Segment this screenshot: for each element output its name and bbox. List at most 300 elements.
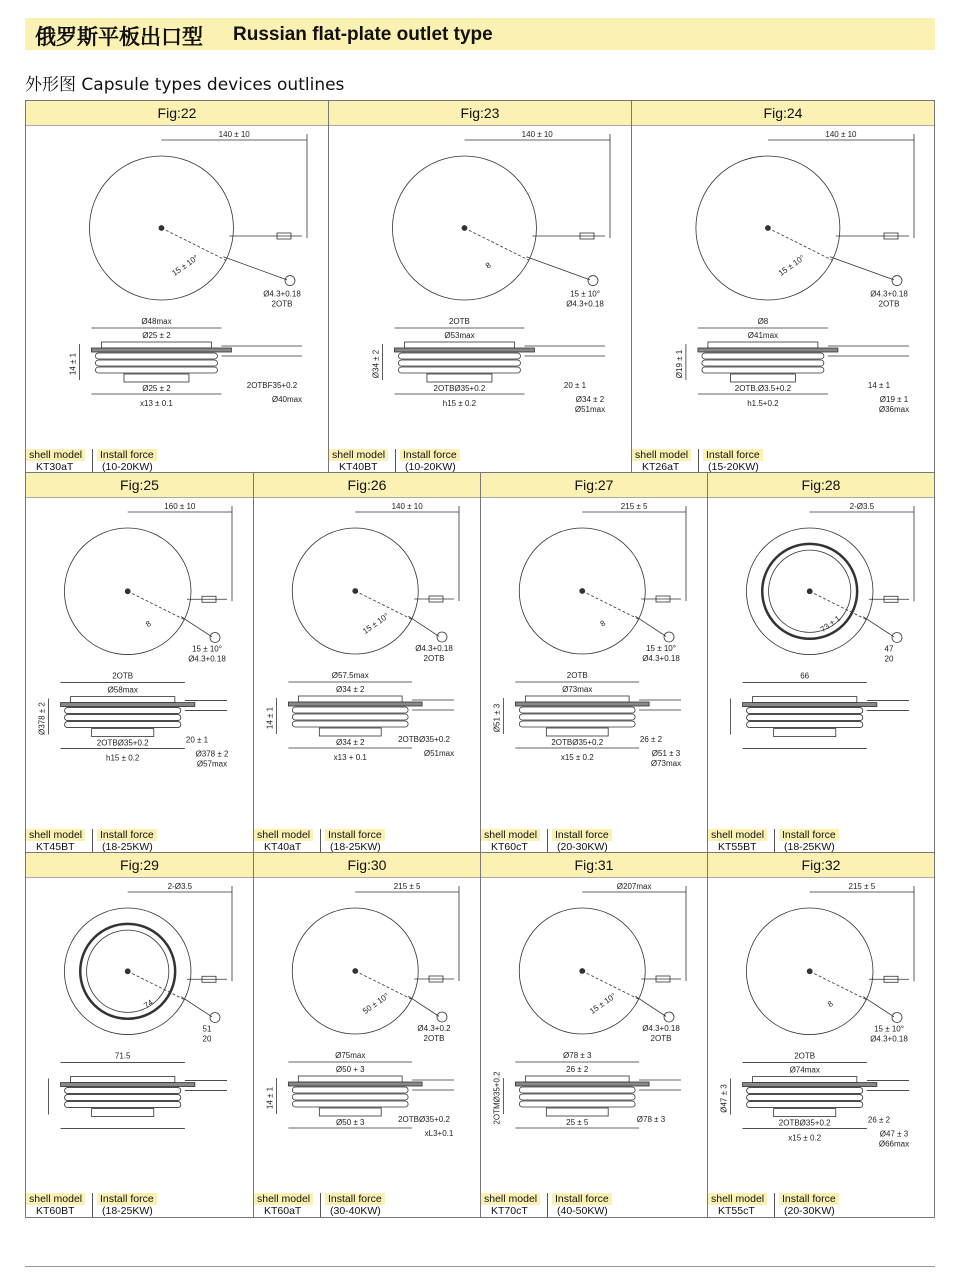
- dimension-label: Ø78 ± 3: [636, 1115, 666, 1124]
- housing-rib: [65, 1102, 181, 1108]
- dimension-label: Ø47 ± 3: [719, 1084, 729, 1113]
- install-force-label: Install force: [400, 449, 460, 461]
- figure-cell: [480, 853, 707, 1217]
- dim-top: 2-Ø3.5: [849, 502, 875, 511]
- shell-model-label: shell model: [26, 1193, 85, 1205]
- dim-top: 215 ± 5: [620, 502, 648, 511]
- dimension-label: Ø8: [757, 317, 769, 326]
- dimension-label: 2OTB: [650, 1033, 672, 1043]
- figure-title: Fig:32: [708, 853, 934, 878]
- shell-model-value: KT60cT: [491, 841, 528, 853]
- dimension-label: 15 ± 10°: [588, 991, 618, 1016]
- dimension-label: 8: [144, 619, 153, 629]
- lead-wire-2: [830, 257, 894, 280]
- dimension-label: Ø51max: [423, 749, 455, 758]
- shell-model-value: KT60aT: [264, 1205, 302, 1217]
- dimension-label: 15 ± 10°: [361, 611, 391, 636]
- footer-separator: [547, 829, 548, 853]
- figure-row: [25, 852, 935, 1218]
- figure-row: [25, 472, 935, 854]
- dimension-label: Ø36max: [878, 405, 910, 414]
- flange-top: [753, 697, 857, 703]
- dimension-label: 2OTBØ35+0.2: [398, 1115, 450, 1124]
- figure-drawing: [329, 126, 630, 446]
- figure-footer: [632, 449, 934, 473]
- flange-top: [525, 1076, 629, 1082]
- dimension-label: 2OTBØ35+0.2: [96, 738, 149, 748]
- dimension-label: 2OTB: [271, 299, 293, 309]
- housing-rib: [519, 714, 635, 720]
- lead-wire-2: [181, 997, 212, 1017]
- base-pole: [774, 729, 836, 737]
- base-pole: [546, 728, 608, 736]
- footer-separator: [320, 829, 321, 853]
- dim-top: 140 ± 10: [391, 502, 423, 511]
- dimension-label: Ø74max: [789, 1065, 820, 1075]
- lead-wire-2: [408, 616, 439, 636]
- dimension-label: 51: [202, 1024, 212, 1034]
- install-force-value: (18-25KW): [102, 1205, 153, 1217]
- footer-separator: [92, 449, 93, 473]
- outline-drawing: [382, 134, 610, 394]
- housing-rib: [519, 1094, 635, 1100]
- housing-rib: [398, 360, 520, 366]
- shell-model-value: KT55BT: [718, 841, 757, 853]
- install-force-value: (18-25KW): [330, 841, 381, 853]
- shell-model-value: KT70cT: [491, 1205, 528, 1217]
- dim-top: 160 ± 10: [164, 502, 196, 511]
- shell-model-value: KT60BT: [36, 1205, 75, 1217]
- housing-rib: [65, 722, 181, 728]
- dimension-label: xL3+0.1: [424, 1129, 454, 1138]
- housing-rib: [519, 707, 635, 713]
- dimension-label: Ø4.3+0.18: [188, 654, 226, 664]
- dimension-label: x13 + 0.1: [333, 753, 367, 762]
- figure-row: [25, 100, 935, 474]
- outline-drawing: [731, 886, 914, 1129]
- shell-model-label: shell model: [632, 449, 691, 461]
- housing-rib: [65, 1088, 181, 1094]
- base-pole: [546, 1108, 608, 1116]
- dimension-label: Ø4.3+0.2: [417, 1023, 451, 1033]
- figure-title: Fig:29: [26, 853, 253, 878]
- dimension-label: 15 ± 10°: [192, 644, 222, 654]
- dimension-label: Ø25 ± 2: [142, 331, 171, 340]
- dim-top: 140 ± 10: [218, 130, 250, 139]
- dimension-label: 2OTB: [112, 671, 134, 681]
- lead-terminal: [437, 1012, 447, 1022]
- lead-line: [464, 228, 529, 260]
- dimension-label: Ø50 ± 3: [336, 1118, 365, 1127]
- dimension-label: h1.5+0.2: [747, 399, 779, 408]
- dimension-label: Ø25 ± 2: [142, 384, 171, 393]
- figure-drawing: [254, 878, 479, 1190]
- dimension-label: Ø34 ± 2: [575, 395, 605, 404]
- housing-rib: [747, 1088, 863, 1094]
- shell-model-label: shell model: [254, 829, 313, 841]
- flange-plate: [743, 703, 877, 707]
- housing-rib: [95, 353, 217, 359]
- housing-rib: [65, 1095, 181, 1101]
- dimension-label: Ø41max: [747, 331, 779, 340]
- figure-footer: [329, 449, 630, 473]
- dim-top: 215 ± 5: [393, 882, 421, 891]
- dimension-label: 8: [826, 999, 835, 1009]
- figure-cell: [25, 853, 253, 1217]
- dimension-label: Ø53max: [444, 331, 475, 340]
- lead-terminal: [664, 632, 674, 642]
- flange-plate: [515, 1082, 649, 1086]
- dimension-label: Ø34 ± 2: [336, 685, 365, 694]
- housing-rib: [292, 714, 408, 720]
- figure-footer: [481, 1193, 706, 1217]
- dimension-label: 2OTB: [448, 317, 470, 326]
- lead-wire-2: [181, 617, 212, 637]
- dimension-label: 25 ± 5: [566, 1118, 589, 1127]
- shell-model-value: KT55cT: [718, 1205, 755, 1217]
- dimension-label: 14 ± 1: [867, 381, 891, 390]
- dimension-label: 15 ± 10°: [874, 1024, 904, 1034]
- install-force-label: Install force: [97, 1193, 157, 1205]
- figure-drawing: [708, 878, 934, 1190]
- lead-terminal: [892, 1012, 902, 1022]
- dimension-label: Ø51 ± 3: [492, 703, 502, 733]
- dimension-label: Ø4.3+0.18: [870, 1034, 908, 1044]
- install-force-value: (10-20KW): [102, 461, 153, 473]
- flange-top: [298, 1076, 402, 1082]
- lead-wire-2: [223, 257, 287, 280]
- flange-plate: [61, 703, 195, 707]
- base-pole: [92, 1109, 154, 1117]
- install-force-label: Install force: [552, 829, 612, 841]
- dim-top: 215 ± 5: [848, 882, 876, 891]
- shell-model-label: shell model: [481, 1193, 540, 1205]
- shell-model-label: shell model: [26, 829, 85, 841]
- dimension-label: 2OTBØ35+0.2: [551, 738, 604, 747]
- housing-rib: [65, 715, 181, 721]
- dim-top: 140 ± 10: [521, 130, 553, 139]
- lead-wire-2: [635, 616, 666, 636]
- lead-wire-2: [635, 996, 666, 1016]
- figure-title: Fig:25: [26, 473, 253, 498]
- base-pole: [427, 374, 492, 382]
- figure-title: Fig:23: [329, 101, 631, 126]
- dimension-label: 14 ± 1: [265, 706, 275, 730]
- housing-rib: [95, 367, 217, 373]
- footer-separator: [774, 1193, 775, 1217]
- install-force-label: Install force: [779, 829, 839, 841]
- lead-terminal: [285, 276, 295, 286]
- dimension-label: Ø78 ± 3: [563, 1051, 592, 1060]
- dimension-label: 2OTB: [878, 299, 900, 309]
- figure-cell: [707, 853, 935, 1217]
- dimension-label: 2OTBF35+0.2: [246, 381, 298, 390]
- figure-footer: [26, 449, 327, 473]
- housing-rib: [519, 1101, 635, 1107]
- dimension-label: 8: [483, 260, 493, 271]
- dimension-label: Ø4.3+0.18: [642, 1023, 680, 1033]
- dimension-label: Ø4.3+0.18: [870, 289, 908, 299]
- housing-rib: [65, 708, 181, 714]
- flange-plate: [394, 348, 534, 352]
- flange-plate: [288, 702, 422, 706]
- dimension-label: 26 ± 2: [639, 735, 663, 744]
- lead-terminal: [437, 632, 447, 642]
- figure-cell: [707, 473, 935, 853]
- figure-cell: [25, 101, 328, 473]
- install-force-label: Install force: [325, 829, 385, 841]
- dimension-label: 15 ± 10°: [170, 253, 201, 278]
- housing-rib: [519, 721, 635, 727]
- install-force-label: Install force: [552, 1193, 612, 1205]
- housing-rib: [292, 1094, 408, 1100]
- title-chinese: 俄罗斯平板出口型: [35, 25, 203, 49]
- dimension-label: x13 ± 0.1: [140, 399, 173, 408]
- figure-drawing: [26, 126, 327, 446]
- dimension-label: Ø66max: [878, 1139, 910, 1149]
- dimension-label: 73 ± 1: [818, 613, 843, 635]
- lead-line: [810, 971, 867, 999]
- shell-model-label: shell model: [481, 829, 540, 841]
- figure-drawing: [481, 498, 706, 826]
- base-pole: [774, 1109, 836, 1117]
- bottom-divider: [25, 1266, 935, 1267]
- lead-terminal: [664, 1012, 674, 1022]
- figure-title: Fig:22: [26, 101, 328, 126]
- lead-wire-2: [408, 996, 439, 1016]
- install-force-value: (15-20KW): [708, 461, 759, 473]
- install-force-label: Install force: [325, 1193, 385, 1205]
- dim-top: Ø207max: [616, 882, 652, 891]
- flange-top: [101, 342, 211, 348]
- dimension-label: Ø47 ± 3: [879, 1129, 909, 1139]
- install-force-label: Install force: [703, 449, 763, 461]
- dimension-label: 71.5: [114, 1051, 131, 1061]
- install-force-value: (30-40KW): [330, 1205, 381, 1217]
- footer-separator: [698, 449, 699, 473]
- install-force-label: Install force: [97, 829, 157, 841]
- title-bar: [25, 18, 935, 50]
- dimension-label: 26 ± 2: [867, 1115, 891, 1125]
- shell-model-label: shell model: [254, 1193, 313, 1205]
- flange-plate: [91, 348, 231, 352]
- dimension-label: Ø73max: [650, 759, 682, 768]
- footer-separator: [92, 829, 93, 853]
- shell-model-value: KT40BT: [339, 461, 378, 473]
- shell-model-label: shell model: [26, 449, 85, 461]
- figure-drawing: [26, 498, 252, 826]
- figure-title: Fig:30: [254, 853, 480, 878]
- figure-footer: [254, 1193, 479, 1217]
- shell-model-label: shell model: [329, 449, 388, 461]
- outline-drawing: [49, 506, 232, 749]
- figure-footer: [481, 829, 706, 853]
- dimension-label: Ø58max: [107, 685, 138, 695]
- flange-top: [71, 1077, 175, 1083]
- subtitle: 外形图 Capsule types devices outlines: [25, 75, 345, 95]
- lead-wire-2: [526, 257, 590, 280]
- housing-rib: [702, 360, 824, 366]
- dimension-label: 2OTB: [423, 653, 445, 663]
- dimension-label: Ø34 ± 2: [371, 349, 381, 379]
- figure-footer: [708, 1193, 934, 1217]
- install-force-label: Install force: [97, 449, 157, 461]
- dimension-label: 20: [884, 654, 894, 664]
- figure-footer: [708, 829, 934, 853]
- shell-model-value: KT26aT: [642, 461, 680, 473]
- install-force-value: (40-50KW): [557, 1205, 608, 1217]
- dimension-label: h15 ± 0.2: [106, 753, 140, 763]
- figure-drawing: [26, 878, 252, 1190]
- figure-title: Fig:31: [481, 853, 707, 878]
- dimension-label: 2OTB: [423, 1033, 445, 1043]
- housing-rib: [398, 367, 520, 373]
- figure-drawing: [254, 498, 479, 826]
- figure-footer: [254, 829, 479, 853]
- dimension-label: 2OTBØ35+0.2: [433, 384, 486, 393]
- base-pole: [92, 729, 154, 737]
- dimension-label: 15 ± 10°: [776, 253, 807, 278]
- housing-rib: [702, 353, 824, 359]
- dimension-label: Ø50 + 3: [335, 1065, 365, 1074]
- shell-model-label: shell model: [708, 1193, 767, 1205]
- dimension-label: h15 ± 0.2: [442, 399, 477, 408]
- flange-plate: [515, 702, 649, 706]
- figure-title: Fig:28: [708, 473, 934, 498]
- figure-footer: [26, 829, 252, 853]
- dimension-label: Ø51max: [574, 405, 606, 414]
- flange-plate: [288, 1082, 422, 1086]
- flange-top: [708, 342, 818, 348]
- figure-cell: [253, 853, 480, 1217]
- dimension-label: 14 ± 1: [265, 1086, 275, 1110]
- base-pole: [319, 1108, 381, 1116]
- flange-top: [71, 697, 175, 703]
- flange-top: [753, 1077, 857, 1083]
- housing-rib: [747, 715, 863, 721]
- dimension-label: 14 ± 1: [68, 352, 78, 376]
- dimension-label: 50 ± 10°: [361, 991, 391, 1016]
- install-force-label: Install force: [779, 1193, 839, 1205]
- base-pole: [319, 728, 381, 736]
- dimension-label: Ø378 ± 2: [195, 749, 229, 759]
- lead-terminal: [588, 276, 598, 286]
- lead-wire-2: [863, 997, 894, 1017]
- footer-separator: [774, 829, 775, 853]
- dimension-label: 20 ± 1: [185, 735, 209, 745]
- housing-rib: [702, 367, 824, 373]
- dimension-label: Ø34 ± 2: [336, 738, 365, 747]
- dimension-label: 66: [800, 671, 810, 681]
- install-force-value: (18-25KW): [102, 841, 153, 853]
- dimension-label: 2OTB: [566, 671, 588, 680]
- figure-drawing: [632, 126, 934, 446]
- lead-terminal: [892, 632, 902, 642]
- housing-rib: [747, 1095, 863, 1101]
- lead-wire-2: [863, 617, 894, 637]
- housing-rib: [292, 721, 408, 727]
- dimension-label: Ø19 ± 1: [674, 349, 684, 379]
- install-force-value: (20-30KW): [784, 1205, 835, 1217]
- outline-drawing: [503, 506, 686, 748]
- housing-rib: [292, 1087, 408, 1093]
- dimension-label: x15 ± 0.2: [560, 753, 594, 762]
- figure-title: Fig:26: [254, 473, 480, 498]
- figure-cell: [25, 473, 253, 853]
- shell-model-value: KT30aT: [36, 461, 74, 473]
- lead-terminal: [210, 1012, 220, 1022]
- dimension-label: Ø51 ± 3: [651, 749, 681, 758]
- dimension-label: 2OTBØ35+0.2: [398, 735, 450, 744]
- housing-rib: [95, 360, 217, 366]
- shell-model-label: shell model: [708, 829, 767, 841]
- dimension-label: 2OTB: [794, 1051, 816, 1061]
- lead-terminal: [892, 276, 902, 286]
- outline-drawing: [49, 886, 232, 1129]
- shell-model-value: KT45BT: [36, 841, 75, 853]
- footer-separator: [92, 1193, 93, 1217]
- dimension-label: 2OTB.Ø3.5+0.2: [734, 384, 792, 393]
- dimension-label: 2OTBØ35+0.2: [778, 1118, 831, 1128]
- install-force-value: (10-20KW): [405, 461, 456, 473]
- figure-cell: [631, 101, 935, 473]
- figure-cell: [328, 101, 631, 473]
- lead-line: [128, 591, 185, 619]
- dimension-label: Ø4.3+0.18: [263, 289, 301, 299]
- housing-rib: [398, 353, 520, 359]
- dimension-label: Ø4.3+0.18: [415, 643, 453, 653]
- housing-rib: [747, 722, 863, 728]
- dimension-label: 20 ± 1: [563, 381, 587, 390]
- dimension-label: 8: [598, 618, 608, 629]
- base-pole: [730, 374, 795, 382]
- housing-rib: [747, 1102, 863, 1108]
- footer-separator: [395, 449, 396, 473]
- dimension-label: Ø378 ± 2: [37, 702, 47, 735]
- install-force-value: (20-30KW): [557, 841, 608, 853]
- flange-plate: [61, 1083, 195, 1087]
- base-pole: [124, 374, 189, 382]
- housing-rib: [519, 1087, 635, 1093]
- flange-plate: [743, 1083, 877, 1087]
- flange-plate: [698, 348, 838, 352]
- dimension-label: Ø4.3+0.18: [642, 653, 680, 663]
- dimension-label: Ø19 ± 1: [879, 395, 909, 404]
- dimension-label: Ø4.3+0.18: [566, 299, 604, 309]
- footer-separator: [547, 1193, 548, 1217]
- install-force-value: (18-25KW): [784, 841, 835, 853]
- dimension-label: Ø57.5max: [331, 671, 369, 680]
- dimension-label: 26 ± 2: [566, 1065, 589, 1074]
- dim-top: 2-Ø3.5: [167, 882, 193, 891]
- housing-rib: [292, 1101, 408, 1107]
- flange-top: [525, 696, 629, 702]
- figure-cell: [480, 473, 707, 853]
- dimension-label: Ø73max: [562, 685, 593, 694]
- dimension-label: Ø48max: [141, 317, 172, 326]
- housing-rib: [292, 707, 408, 713]
- housing-rib: [747, 708, 863, 714]
- figure-drawing: [481, 878, 706, 1190]
- footer-separator: [320, 1193, 321, 1217]
- dim-top: 140 ± 10: [825, 130, 857, 139]
- flange-top: [404, 342, 514, 348]
- figure-title: Fig:24: [632, 101, 934, 126]
- figure-cell: [253, 473, 480, 853]
- figure-footer: [26, 1193, 252, 1217]
- lead-terminal: [210, 632, 220, 642]
- dimension-label: 20: [202, 1034, 212, 1044]
